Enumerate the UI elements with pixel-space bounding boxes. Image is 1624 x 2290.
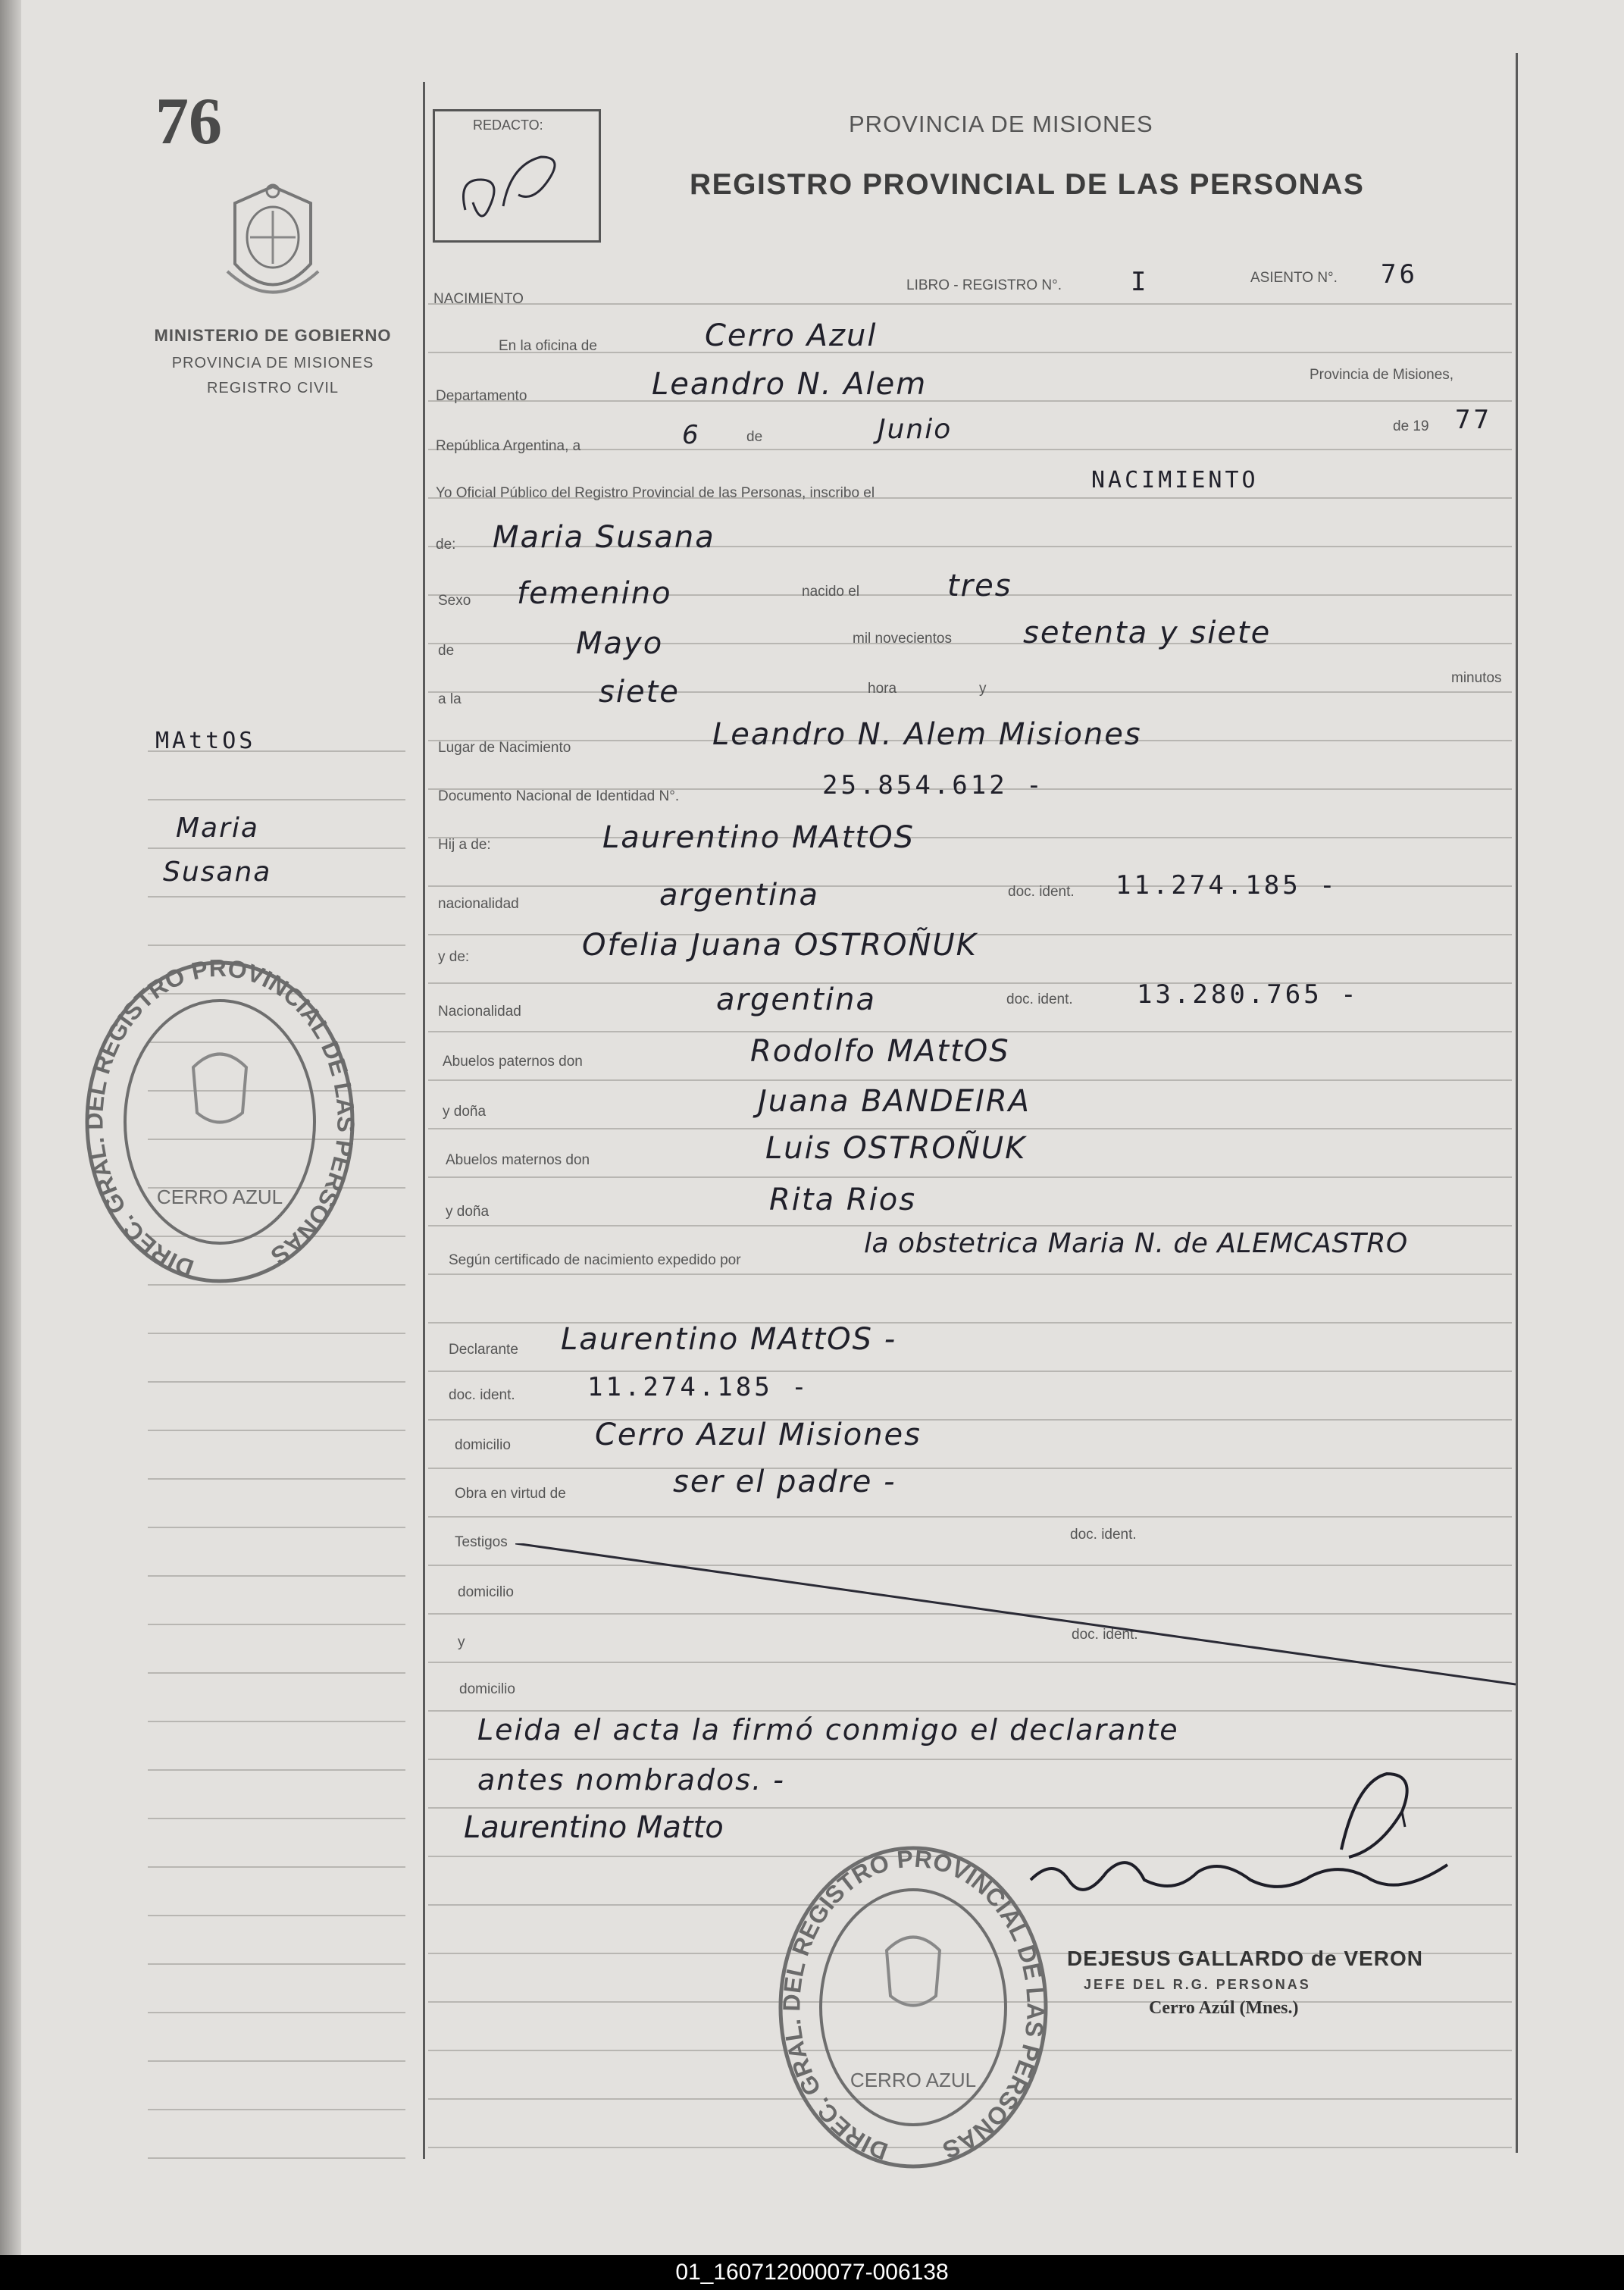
nac1-label: nacionalidad [438,896,519,912]
abp-don-value: Rodolfo MAttOS [750,1034,1010,1069]
coat-of-arms-icon [220,180,326,309]
dia-value: 6 [682,420,700,450]
ydona2-label: y doña [446,1204,490,1220]
margin-surname: MAttOS [155,728,256,754]
svg-text:CERRO AZUL: CERRO AZUL [156,1186,283,1208]
redacto-label: REDACTO: [473,117,543,133]
footer-bar [0,2255,1624,2290]
obra-value: ser el padre - [673,1465,896,1499]
margin-ruled-line [148,1527,405,1528]
page-number: 76 [155,85,222,158]
margin-ruled-line [148,1866,405,1868]
sexo-label: Sexo [438,593,471,609]
hora-label: hora [868,681,897,697]
redacto-initials-icon [450,134,579,233]
svg-text:CERRO AZUL: CERRO AZUL [850,2069,977,2091]
form-right-rule [1516,53,1518,2153]
registry-stamp-margin [80,954,360,1291]
ruled-line [428,885,1512,887]
lugar-label: Lugar de Nacimiento [438,740,571,756]
doc1-label: doc. ident. [1008,884,1075,900]
ruled-line [428,400,1512,402]
ruled-line [428,1031,1512,1032]
yde-label: y de: [438,949,470,965]
declarante-value: Laurentino MAttOS - [561,1322,897,1357]
oficial-label: Yo Oficial Público del Registro Provincial de las Personas, inscribo el [436,485,875,501]
departamento-label: Departamento [436,388,527,404]
doc2-value: 13.280.765 - [1137,979,1360,1010]
provincia-label: Provincia de Misiones, [1310,367,1454,383]
asiento-label: ASIENTO N°. [1250,270,1338,286]
lugar-value: Leandro N. Alem Misiones [712,717,1142,752]
ministry-registry: REGISTRO CIVIL [206,380,340,396]
margin-ruled-line [148,1818,405,1819]
svg-text:DIREC. GRAL. DEL REGISTRO PROV: DIREC. GRAL. DEL REGISTRO PROVINCIAL DE LAS PERSONAS [778,1844,1050,2166]
margin-ruled-line [148,2060,405,2062]
ruled-line [428,449,1512,450]
ruled-line [428,1176,1512,1178]
abp-dona-value: Juana BANDEIRA [758,1084,1031,1119]
form-left-rule [423,82,425,2159]
doc2-label: doc. ident. [1006,991,1073,1007]
binding-shadow [0,0,21,2255]
ministry-province: PROVINCIA DE MISIONES [171,355,374,371]
margin-name-2: Susana [163,857,272,888]
ruled-line [428,1419,1512,1421]
margin-ruled-line [148,799,405,800]
declarant-signature: Laurentino Matto [464,1810,724,1845]
ruled-line [428,691,1512,693]
oficina-value: Cerro Azul [705,318,878,353]
margin-ruled-line [148,1769,405,1771]
mes-value: Junio [878,414,953,445]
padre-value: Laurentino MAttOS [602,820,915,855]
republica-label: República Argentina, a [436,438,581,454]
margin-ruled-line [148,1963,405,1965]
ruled-line [428,303,1512,305]
margin-ruled-line [148,2157,405,2159]
margin-ruled-line [148,1721,405,1722]
obra-label: Obra en virtud de [455,1486,566,1502]
ministry-title: MINISTERIO DE GOBIERNO [154,326,392,345]
margin-ruled-line [148,896,405,898]
official-signature-icon [1023,1766,1470,1933]
hora-value: siete [599,675,680,710]
margin-ruled-line [148,945,405,946]
margin-ruled-line [148,2109,405,2110]
cert-value: la obstetrica Maria N. de ALEMCASTRO [864,1228,1408,1259]
svg-text:DIREC. GRAL. DEL REGISTRO PROV: DIREC. GRAL. DEL REGISTRO PROVINCIAL DE LAS PERSONAS [80,954,360,1283]
nacido-label: nacido el [802,584,860,600]
anio-value: 77 [1455,405,1492,435]
margin-name-1: Maria [176,813,259,844]
official-place: Cerro Azúl (Mnes.) [1149,1998,1299,2018]
abm-dona-value: Rita Rios [769,1183,917,1217]
dni-value: 25.854.612 - [822,770,1045,800]
de-label: de [746,429,763,445]
nac2-value: argentina [716,982,876,1017]
footer-id: 01_160712000077-006138 [675,2260,949,2285]
acto-value: NACIMIENTO [1091,467,1259,493]
dom3-label: domicilio [459,1681,515,1697]
header-registry-title: REGISTRO PROVINCIAL DE LAS PERSONAS [690,168,1365,201]
y-label: y [979,681,987,697]
libro-value: I [1131,267,1150,297]
mes-nac-value: Mayo [576,626,664,661]
nac2-label: Nacionalidad [438,1004,521,1020]
ruled-line [428,1759,1512,1760]
docd-value: 11.274.185 - [587,1372,810,1402]
margin-ruled-line [148,1381,405,1383]
ruled-line [428,1079,1512,1081]
doct-label: doc. ident. [1070,1527,1137,1543]
margin-ruled-line [148,1575,405,1577]
redacto-box [433,109,601,243]
declarante-label: Declarante [449,1342,518,1358]
domicilio-label: domicilio [455,1437,511,1453]
asiento-value: 76 [1381,259,1418,290]
y2-label: y [458,1634,465,1650]
margin-ruled-line [148,1333,405,1334]
ruled-line [428,1516,1512,1518]
de-nombre-label: de: [436,537,456,553]
ruled-line [428,1710,1512,1712]
doc1-value: 11.274.185 - [1116,870,1338,901]
anio-nac-value: setenta y siete [1023,616,1272,650]
mil-label: mil novecientos [853,631,952,647]
testigos-label: Testigos [455,1534,508,1550]
doct2-label: doc. ident. [1072,1627,1138,1643]
sexo-value: femenino [517,576,672,611]
abp-label: Abuelos paternos don [443,1054,583,1070]
registry-stamp-bottom [773,1840,1053,2174]
testigos-void-line [515,1543,1516,1687]
cert-label: Según certificado de nacimiento expedido por [449,1252,741,1268]
ruled-line [428,1128,1512,1129]
closing-line-2: antes nombrados. - [477,1763,785,1797]
ruled-line [428,837,1512,838]
margin-ruled-line [148,1478,405,1480]
margin-ruled-line [148,847,405,849]
margin-ruled-line [148,1624,405,1625]
nacimiento-label: NACIMIENTO [433,291,524,307]
ydona1-label: y doña [443,1104,487,1120]
anio-label: de 19 [1393,418,1429,434]
margin-ruled-line [148,2012,405,2013]
nombre-value: Maria Susana [493,520,715,555]
dom2-label: domicilio [458,1584,514,1600]
de2-label: de [438,643,455,659]
ala-label: a la [438,691,462,707]
dia-nac-value: tres [947,569,1012,603]
minutos-label: minutos [1451,670,1502,686]
margin-ruled-line [148,1672,405,1674]
dni-label: Documento Nacional de Identidad N°. [438,788,680,804]
ministry-block [152,326,394,397]
docd-label: doc. ident. [449,1387,515,1403]
official-role: JEFE DEL R.G. PERSONAS [1084,1977,1311,1992]
abm-don-value: Luis OSTROÑUK [765,1131,1027,1166]
madre-value: Ofelia Juana OSTROÑUK [582,928,978,963]
ruled-line [428,1273,1512,1275]
ruled-line [428,1225,1512,1226]
oficina-label: En la oficina de [499,338,597,354]
header-province: PROVINCIA DE MISIONES [849,111,1153,137]
nac1-value: argentina [659,878,819,913]
domicilio-value: Cerro Azul Misiones [595,1418,922,1452]
libro-label: LIBRO - REGISTRO N°. [906,277,1062,293]
closing-line-1: Leida el acta la firmó conmigo el declarante [477,1713,1179,1746]
abm-label: Abuelos maternos don [446,1152,590,1168]
departamento-value: Leandro N. Alem [652,367,928,402]
hija-label: Hij a de: [438,837,491,853]
margin-ruled-line [148,1430,405,1431]
ruled-line [428,1468,1512,1469]
official-name: DEJESUS GALLARDO de VERON [1067,1947,1423,1970]
margin-ruled-line [148,1915,405,1916]
